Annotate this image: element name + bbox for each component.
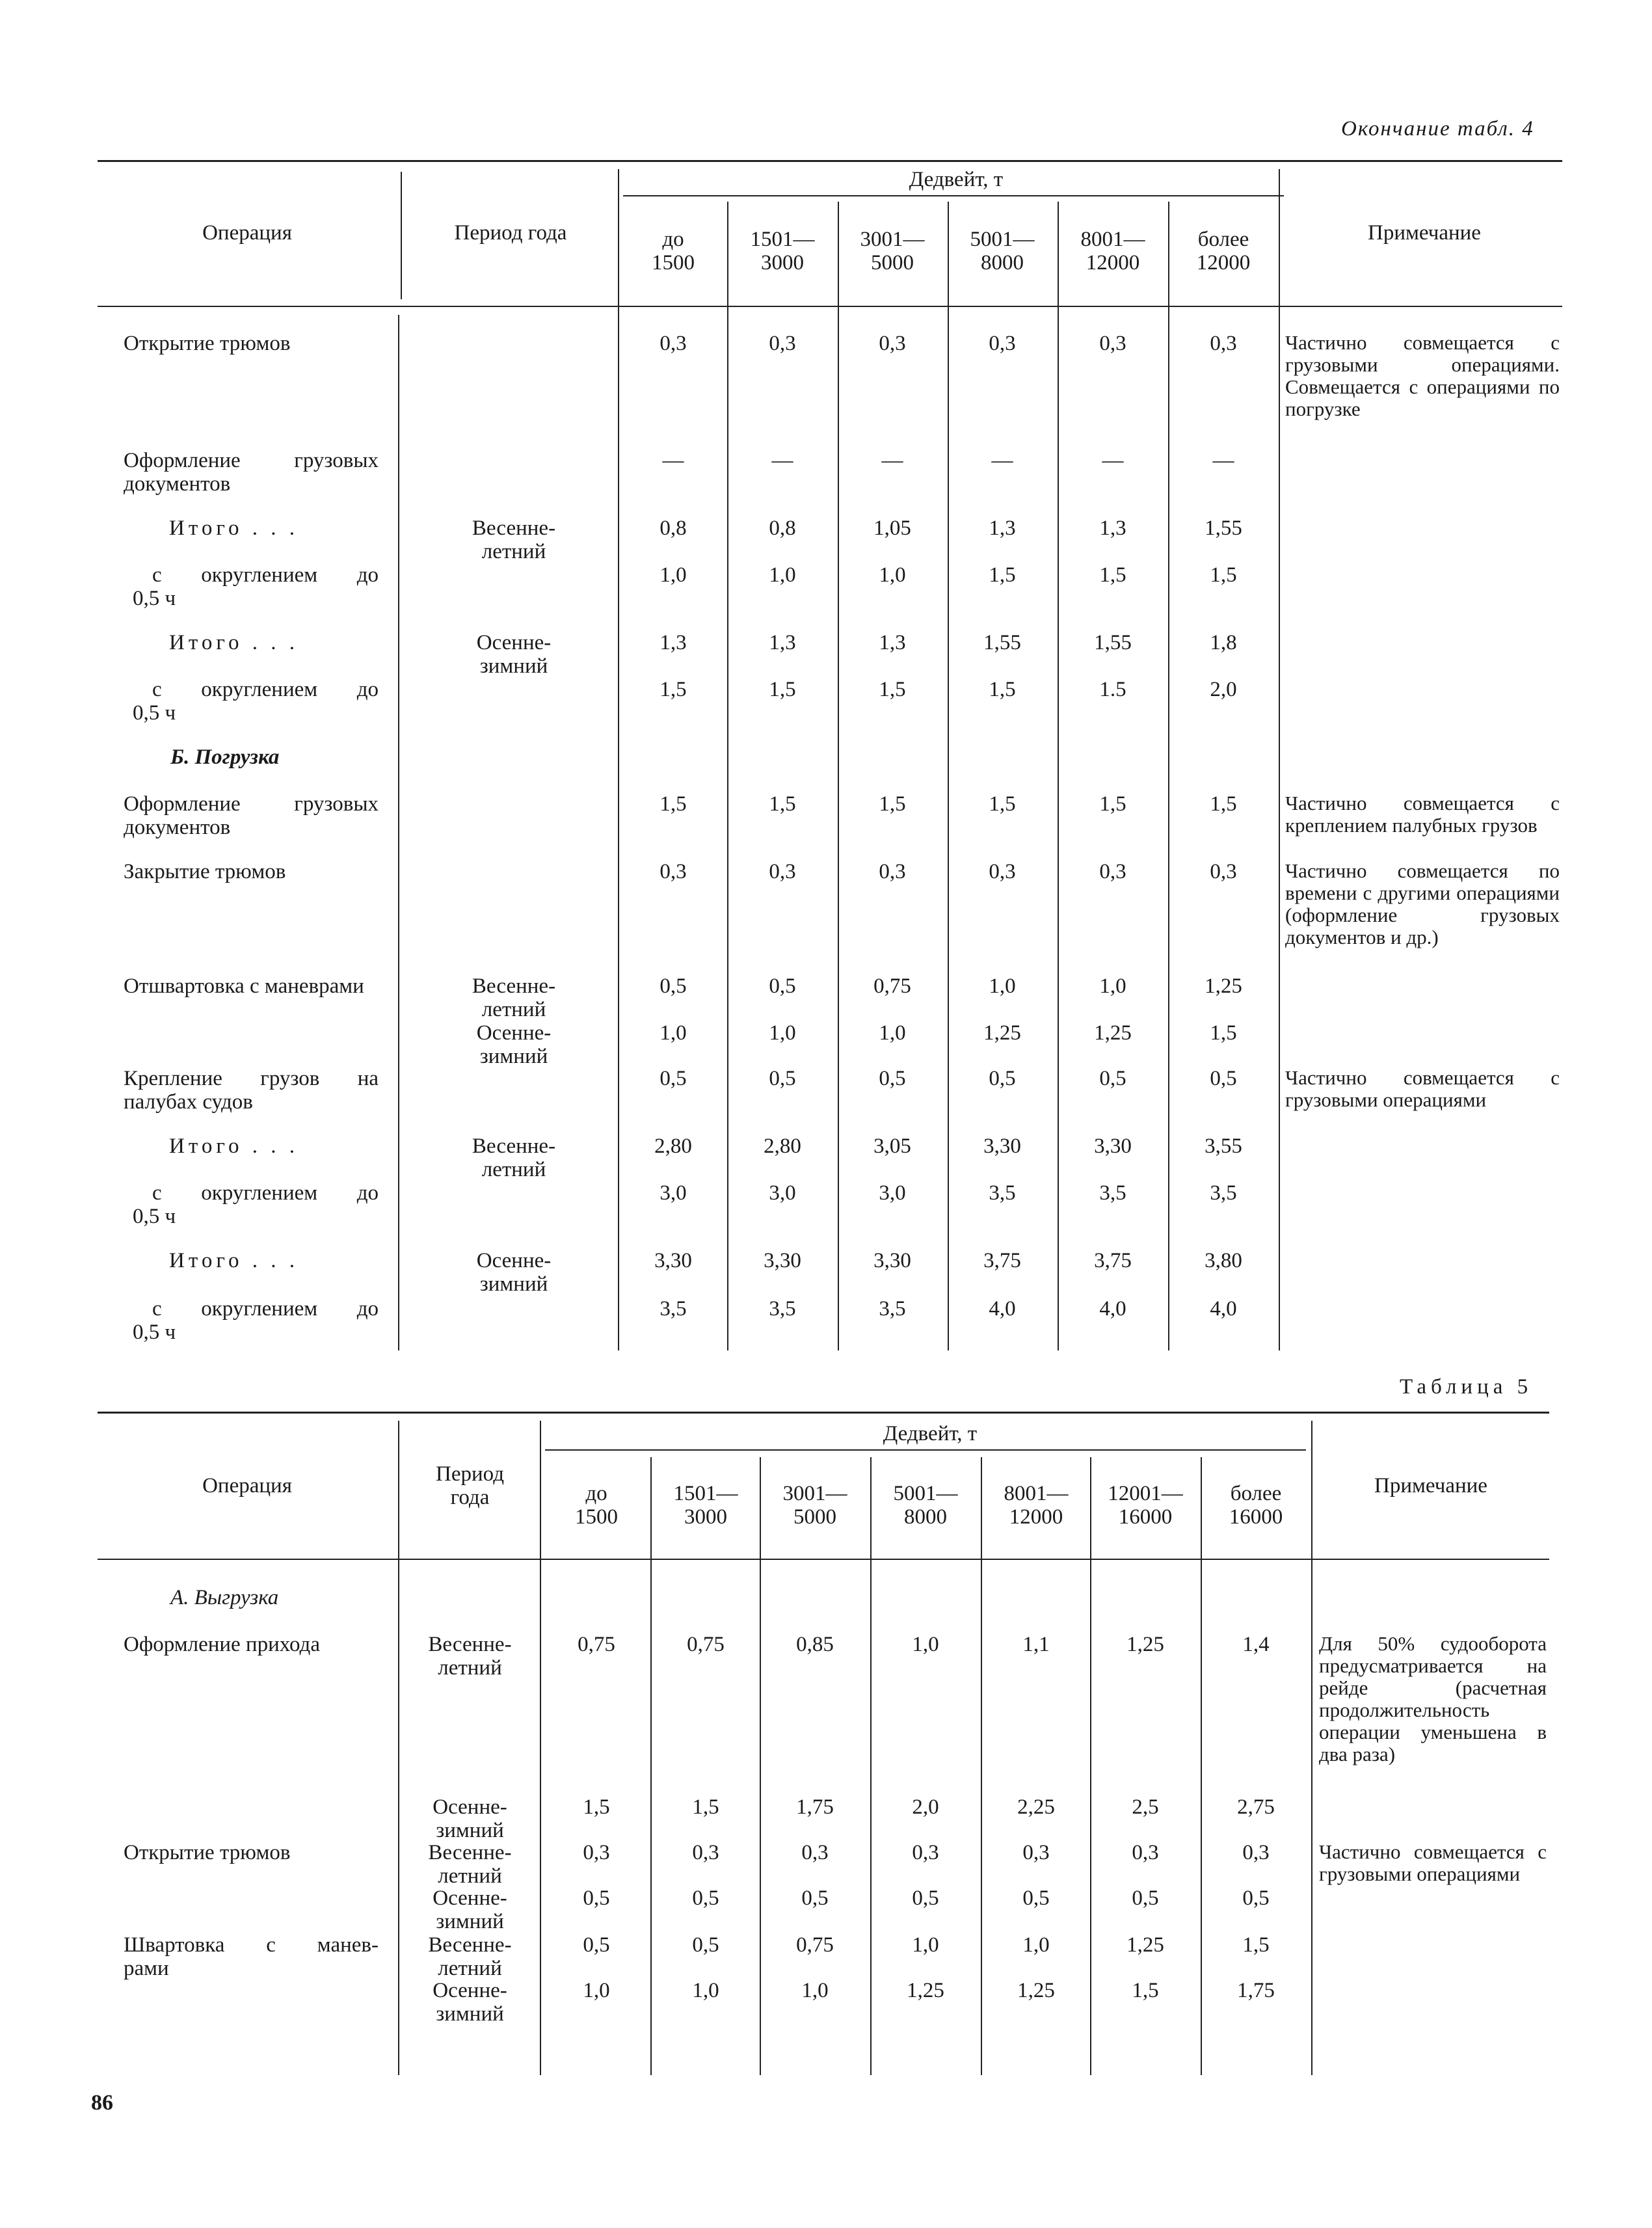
t5-value-cell: 0,5 bbox=[583, 1933, 610, 1957]
t4-value-cell: 1,25 bbox=[1094, 1021, 1132, 1045]
t4-vline-c5 bbox=[1168, 202, 1169, 1350]
t4-vline-c2 bbox=[838, 202, 839, 1350]
t4-value-cell: 0,5 bbox=[769, 974, 796, 998]
t5-note: Частично совмещается с грузовыми операциями bbox=[1319, 1840, 1547, 1885]
t4-value-cell: 0,75 bbox=[873, 974, 911, 998]
t5-value-cell: 1,0 bbox=[912, 1633, 939, 1656]
t4-value-cell: 0,3 bbox=[1210, 860, 1237, 883]
t4-period: Весенне- летний bbox=[472, 1134, 556, 1181]
t4-value-cell: 1,25 bbox=[983, 1021, 1021, 1045]
t4-value-cell: 0,3 bbox=[879, 860, 906, 883]
t5-value-cell: 2,5 bbox=[1132, 1795, 1159, 1819]
t4-value-cell: 3,30 bbox=[654, 1249, 692, 1272]
t4-value-cell: 1,5 bbox=[989, 678, 1016, 701]
t4-value-cell: 1,5 bbox=[989, 563, 1016, 587]
t5-period: Весенне- летний bbox=[428, 1633, 512, 1680]
t5-value-cell: 1,5 bbox=[692, 1795, 719, 1819]
t4-value-cell: 0,3 bbox=[1099, 332, 1126, 355]
table4-top-rule bbox=[98, 160, 1562, 162]
t4-header-period: Период года bbox=[454, 221, 567, 245]
t5-period: Весенне- летний bbox=[428, 1933, 512, 1980]
t4-value-cell: 0,5 bbox=[989, 1067, 1016, 1090]
t4-value-cell: 4,0 bbox=[989, 1297, 1016, 1321]
t4-period: Весенне- летний bbox=[472, 517, 556, 563]
t4-value-cell: 0,3 bbox=[989, 860, 1016, 883]
t5-note: Для 50% судооборота предусматривается на рейде (расчетная продолжительность операции уменьшена в два раза) bbox=[1319, 1632, 1547, 1765]
t5-value-cell: 1,5 bbox=[1242, 1933, 1270, 1957]
t4-value-cell: 3,0 bbox=[769, 1181, 796, 1205]
t5-value-cell: 1,75 bbox=[1237, 1979, 1275, 2002]
t4-op-rounding: с округлением до 0,5 ч bbox=[133, 678, 379, 725]
t5-value-cell: 2,75 bbox=[1237, 1795, 1275, 1819]
t4-value-cell: 1,3 bbox=[989, 517, 1016, 540]
t5-section-unloading: А. Выгрузка bbox=[170, 1586, 279, 1609]
t5-period: Осенне- зимний bbox=[433, 1979, 507, 2026]
t4-value-cell: 3,30 bbox=[983, 1134, 1021, 1158]
t5-value-cell: 1,0 bbox=[912, 1933, 939, 1957]
t4-value-cell: 1,5 bbox=[879, 678, 906, 701]
t5-dw-head: 1501— 3000 bbox=[673, 1482, 738, 1529]
t4-vline-c1 bbox=[727, 202, 728, 1350]
t4-value-cell: 0,5 bbox=[769, 1067, 796, 1090]
t4-value-cell: 2,0 bbox=[1210, 678, 1237, 701]
t5-header-operation: Операция bbox=[202, 1474, 292, 1497]
t4-value-cell: 1,0 bbox=[879, 1021, 906, 1045]
t4-value-cell: 3,05 bbox=[873, 1134, 911, 1158]
t4-value-cell: 3,75 bbox=[1094, 1249, 1132, 1272]
t4-value-cell: 0,5 bbox=[659, 1067, 687, 1090]
t4-value-cell: 3,5 bbox=[989, 1181, 1016, 1205]
t5-value-cell: 1,0 bbox=[583, 1979, 610, 2002]
t5-dw-head: 3001— 5000 bbox=[782, 1482, 847, 1529]
t5-value-cell: 1,5 bbox=[1132, 1979, 1159, 2002]
t4-value-cell: 3,5 bbox=[769, 1297, 796, 1321]
t5-value-cell: 2,25 bbox=[1017, 1795, 1055, 1819]
t5-value-cell: 0,75 bbox=[796, 1933, 834, 1957]
t5-value-cell: 0,5 bbox=[1022, 1886, 1050, 1910]
t5-value-cell: 0,3 bbox=[801, 1841, 829, 1864]
t4-value-cell: 3,5 bbox=[879, 1297, 906, 1321]
t4-note: Частично совмещается с креплением палубных грузов bbox=[1285, 792, 1560, 837]
t4-value-cell: 3,55 bbox=[1205, 1134, 1242, 1158]
t5-value-cell: 1,25 bbox=[1126, 1633, 1164, 1656]
t4-value-cell: 3,75 bbox=[983, 1249, 1021, 1272]
t4-value-cell: 0,5 bbox=[1210, 1067, 1237, 1090]
t5-value-cell: 1,0 bbox=[692, 1979, 719, 2002]
t4-value-cell: 1,55 bbox=[983, 631, 1021, 654]
t4-value-cell: 0,8 bbox=[659, 517, 687, 540]
t4-dw-head: 3001— 5000 bbox=[860, 228, 925, 275]
t4-value-cell: 3,0 bbox=[659, 1181, 687, 1205]
page-number: 86 bbox=[91, 2091, 113, 2115]
t4-value-cell: 0,3 bbox=[989, 332, 1016, 355]
t5-dw-head: более 16000 bbox=[1229, 1482, 1283, 1529]
t5-value-cell: 1,25 bbox=[907, 1979, 944, 2002]
t4-value-cell: 1,0 bbox=[1099, 974, 1126, 998]
t4-value-cell: 0,5 bbox=[1099, 1067, 1126, 1090]
t4-op-total: Итого . . . bbox=[169, 1134, 299, 1158]
t4-value-cell: 0,3 bbox=[879, 332, 906, 355]
t4-value-cell: 3,0 bbox=[879, 1181, 906, 1205]
t4-value-cell: 1,5 bbox=[1210, 563, 1237, 587]
t5-vline-c4 bbox=[981, 1457, 982, 2075]
t4-vline-note bbox=[1279, 169, 1280, 1350]
continuation-label: Окончание табл. 4 bbox=[1341, 117, 1534, 141]
t5-value-cell: 1,0 bbox=[801, 1979, 829, 2002]
t4-value-cell: 1,5 bbox=[659, 678, 687, 701]
t4-op-rounding: с округлением до 0,5 ч bbox=[133, 1181, 379, 1228]
t4-value-cell: 0,5 bbox=[879, 1067, 906, 1090]
t4-period: Весенне- летний bbox=[472, 974, 556, 1021]
t4-period: Осенне- зимний bbox=[476, 1249, 552, 1296]
t4-value-cell: 1,0 bbox=[659, 1021, 687, 1045]
t5-vline-c5 bbox=[1090, 1457, 1091, 2075]
t5-value-cell: 0,5 bbox=[692, 1886, 719, 1910]
t5-value-cell: 0,85 bbox=[796, 1633, 834, 1656]
t5-vline-c6 bbox=[1201, 1457, 1202, 2075]
t5-header-period: Период года bbox=[436, 1462, 504, 1509]
t5-value-cell: 1,75 bbox=[796, 1795, 834, 1819]
t4-vline-op bbox=[401, 172, 402, 299]
t5-dw-head: 8001— 12000 bbox=[1004, 1482, 1069, 1529]
t4-op-rounding: с округлением до 0,5 ч bbox=[133, 563, 379, 610]
t4-op-total: Итого . . . bbox=[169, 631, 299, 654]
t4-value-cell: 3,5 bbox=[659, 1297, 687, 1321]
table4-header-bottom-rule bbox=[98, 306, 1562, 307]
t4-value-cell: 1,3 bbox=[879, 631, 906, 654]
t4-header-operation: Операция bbox=[202, 221, 292, 245]
t5-period: Осенне- зимний bbox=[433, 1795, 507, 1842]
t5-vline-c1 bbox=[650, 1457, 652, 2075]
t5-header-note: Примечание bbox=[1374, 1474, 1487, 1497]
t4-value-cell: 0,8 bbox=[769, 517, 796, 540]
t4-value-cell: 1,3 bbox=[769, 631, 796, 654]
t4-value-cell: 1,8 bbox=[1210, 631, 1237, 654]
t4-dw-head: 1501— 3000 bbox=[750, 228, 815, 275]
t4-value-cell: 1,5 bbox=[769, 678, 796, 701]
t5-value-cell: 0,75 bbox=[578, 1633, 615, 1656]
t4-dw-head: до 1500 bbox=[652, 228, 695, 275]
t4-value-cell: — bbox=[991, 449, 1013, 472]
t5-value-cell: 1,25 bbox=[1126, 1933, 1164, 1957]
t5-value-cell: 1,0 bbox=[1022, 1933, 1050, 1957]
t4-value-cell: 1,5 bbox=[769, 792, 796, 816]
t4-vline-c3 bbox=[948, 202, 949, 1350]
t4-vline-c4 bbox=[1058, 202, 1059, 1350]
t4-value-cell: 1,5 bbox=[1099, 792, 1126, 816]
t5-op-arrival: Оформление прихода bbox=[124, 1633, 320, 1656]
t5-value-cell: 0,3 bbox=[583, 1841, 610, 1864]
t4-value-cell: 3,30 bbox=[873, 1249, 911, 1272]
t4-value-cell: 1.5 bbox=[1099, 678, 1126, 701]
t5-dw-head: до 1500 bbox=[575, 1482, 618, 1529]
t4-value-cell: 0,3 bbox=[769, 860, 796, 883]
t5-value-cell: 0,3 bbox=[912, 1841, 939, 1864]
t5-value-cell: 0,3 bbox=[1022, 1841, 1050, 1864]
t4-value-cell: 1,55 bbox=[1205, 517, 1242, 540]
t4-header-deadweight: Дедвейт, т bbox=[909, 168, 1004, 191]
t5-value-cell: 1,4 bbox=[1242, 1633, 1270, 1656]
t4-value-cell: 1,3 bbox=[1099, 517, 1126, 540]
t4-value-cell: 1,0 bbox=[659, 563, 687, 587]
t5-value-cell: 0,3 bbox=[1132, 1841, 1159, 1864]
t5-value-cell: 1,5 bbox=[583, 1795, 610, 1819]
table5-title: Таблица 5 bbox=[1400, 1375, 1533, 1399]
t4-op-securing: Крепление грузов на палубах судов bbox=[124, 1067, 379, 1114]
t4-value-cell: 1,5 bbox=[989, 792, 1016, 816]
t5-value-cell: 2,0 bbox=[912, 1795, 939, 1819]
t4-vline-op-body bbox=[398, 315, 399, 1350]
t4-op-docs: Оформление грузовых документов bbox=[124, 449, 379, 496]
t4-op-total: Итого . . . bbox=[169, 517, 299, 540]
t4-value-cell: 0,5 bbox=[659, 974, 687, 998]
t4-value-cell: 1,0 bbox=[769, 563, 796, 587]
t5-period: Осенне- зимний bbox=[433, 1886, 507, 1933]
t4-value-cell: 3,30 bbox=[1094, 1134, 1132, 1158]
t5-value-cell: 0,3 bbox=[1242, 1841, 1270, 1864]
t4-period: Осенне- зимний bbox=[476, 631, 552, 678]
t4-period: Осенне- зимний bbox=[476, 1021, 552, 1068]
t5-vline-period bbox=[540, 1421, 541, 2075]
t4-op-rounding: с округлением до 0,5 ч bbox=[133, 1297, 379, 1344]
t4-value-cell: 3,5 bbox=[1210, 1181, 1237, 1205]
t4-note: Частично совмещается с грузовыми операциями. Совмещается с операциями по погрузке bbox=[1285, 331, 1560, 420]
table4-deadweight-rule bbox=[623, 195, 1284, 196]
t4-note: Частично совмещается по времени с другими операциями (оформление грузовых документов и др.) bbox=[1285, 859, 1560, 948]
t4-value-cell: 0,3 bbox=[769, 332, 796, 355]
t4-value-cell: 0,3 bbox=[1099, 860, 1126, 883]
t5-value-cell: 0,75 bbox=[687, 1633, 725, 1656]
t5-vline-c2 bbox=[760, 1457, 761, 2075]
t4-value-cell: 0,3 bbox=[1210, 332, 1237, 355]
t4-value-cell: 4,0 bbox=[1210, 1297, 1237, 1321]
table5-header-bottom-rule bbox=[98, 1559, 1549, 1560]
t5-value-cell: 0,5 bbox=[692, 1933, 719, 1957]
t4-value-cell: 2,80 bbox=[764, 1134, 801, 1158]
t4-value-cell: 1,05 bbox=[873, 517, 911, 540]
t4-value-cell: 1,0 bbox=[769, 1021, 796, 1045]
t4-value-cell: 3,80 bbox=[1205, 1249, 1242, 1272]
t5-header-deadweight: Дедвейт, т bbox=[883, 1422, 978, 1445]
table5-top-rule bbox=[98, 1412, 1549, 1414]
t4-value-cell: 1,0 bbox=[989, 974, 1016, 998]
t5-value-cell: 0,5 bbox=[583, 1886, 610, 1910]
t5-op-mooring: Швартовка с манев- рами bbox=[124, 1933, 379, 1980]
t5-value-cell: 1,1 bbox=[1022, 1633, 1050, 1656]
table5-deadweight-rule bbox=[545, 1449, 1306, 1451]
t4-value-cell: 0,3 bbox=[659, 860, 687, 883]
t4-value-cell: — bbox=[771, 449, 793, 472]
t4-op-open-holds: Открытие трюмов bbox=[124, 332, 291, 355]
t4-value-cell: 1,5 bbox=[1210, 1021, 1237, 1045]
t5-value-cell: 0,5 bbox=[1242, 1886, 1270, 1910]
t4-op-close-holds: Закрытие трюмов bbox=[124, 860, 286, 883]
t4-op-unmooring: Отшвартовка с маневрами bbox=[124, 974, 364, 998]
t5-value-cell: 0,5 bbox=[801, 1886, 829, 1910]
t5-value-cell: 1,25 bbox=[1017, 1979, 1055, 2002]
t5-period: Весенне- летний bbox=[428, 1841, 512, 1888]
t4-value-cell: — bbox=[881, 449, 903, 472]
t4-value-cell: 1,25 bbox=[1205, 974, 1242, 998]
t4-value-cell: 1,0 bbox=[879, 563, 906, 587]
t5-vline-c3 bbox=[870, 1457, 872, 2075]
t4-value-cell: 1,5 bbox=[659, 792, 687, 816]
t5-vline-op bbox=[398, 1421, 399, 2075]
t5-dw-head: 12001— 16000 bbox=[1108, 1482, 1183, 1529]
t5-value-cell: 0,5 bbox=[912, 1886, 939, 1910]
t4-op-docs: Оформление грузовых документов bbox=[124, 792, 379, 839]
t4-value-cell: 1,3 bbox=[659, 631, 687, 654]
t4-header-note: Примечание bbox=[1368, 221, 1481, 245]
t4-op-total: Итого . . . bbox=[169, 1249, 299, 1272]
t5-vline-note bbox=[1311, 1421, 1312, 2075]
t4-vline-period bbox=[618, 169, 619, 1350]
t5-dw-head: 5001— 8000 bbox=[893, 1482, 958, 1529]
t4-value-cell: 1,5 bbox=[1210, 792, 1237, 816]
t4-value-cell: 1,55 bbox=[1094, 631, 1132, 654]
t4-value-cell: — bbox=[1102, 449, 1124, 472]
t4-dw-head: 5001— 8000 bbox=[970, 228, 1035, 275]
t4-value-cell: — bbox=[662, 449, 684, 472]
t4-dw-head: 8001— 12000 bbox=[1080, 228, 1145, 275]
t4-value-cell: — bbox=[1212, 449, 1234, 472]
t4-value-cell: 3,30 bbox=[764, 1249, 801, 1272]
t5-op-open-holds: Открытие трюмов bbox=[124, 1841, 291, 1864]
t5-value-cell: 0,5 bbox=[1132, 1886, 1159, 1910]
t4-value-cell: 0,3 bbox=[659, 332, 687, 355]
t4-note: Частично совмещается с грузовыми операциями bbox=[1285, 1066, 1560, 1111]
t4-dw-head: более 12000 bbox=[1196, 228, 1251, 275]
t4-value-cell: 2,80 bbox=[654, 1134, 692, 1158]
t4-value-cell: 1,5 bbox=[879, 792, 906, 816]
t4-value-cell: 4,0 bbox=[1099, 1297, 1126, 1321]
t4-section-loading: Б. Погрузка bbox=[170, 745, 280, 769]
t4-value-cell: 1,5 bbox=[1099, 563, 1126, 587]
t4-value-cell: 3,5 bbox=[1099, 1181, 1126, 1205]
t5-value-cell: 0,3 bbox=[692, 1841, 719, 1864]
